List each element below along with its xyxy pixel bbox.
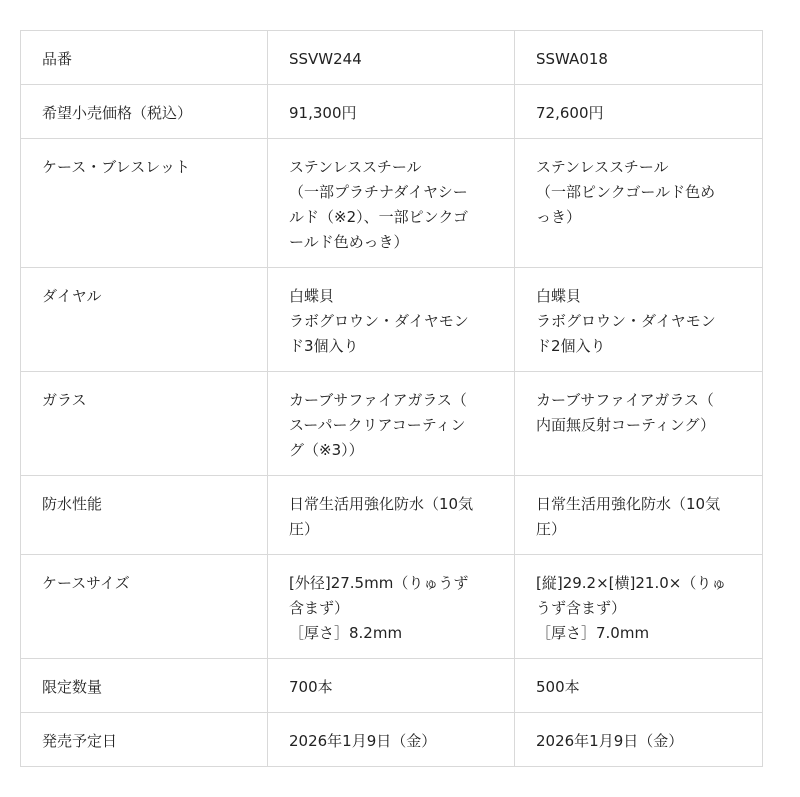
table-row	[21, 476, 763, 555]
model-a-cell: 2026年1月9日（金）	[268, 713, 515, 767]
model-a-cell: ステンレススチール （一部プラチナダイヤシー ルド（※2）、一部ピンクゴ ールド色めっき）	[268, 139, 515, 268]
row-label: ケース・ブレスレット	[21, 139, 268, 268]
model-a-cell: 日常生活用強化防水（10気 圧）	[268, 476, 515, 555]
table-row	[21, 268, 763, 372]
model-a-cell: 91,300円	[268, 85, 515, 139]
row-label: 防水性能	[21, 476, 268, 555]
table-row	[21, 555, 763, 659]
row-label: ダイヤル	[21, 268, 268, 372]
row-label: 限定数量	[21, 659, 268, 713]
spec-table	[20, 30, 763, 767]
model-b-cell: 2026年1月9日（金）	[515, 713, 763, 767]
model-b-cell: 白蝶貝 ラボグロウン・ダイヤモン ド2個入り	[515, 268, 763, 372]
row-label: ケースサイズ	[21, 555, 268, 659]
model-b-cell: 日常生活用強化防水（10気 圧）	[515, 476, 763, 555]
model-a-cell: 白蝶貝 ラボグロウン・ダイヤモン ド3個入り	[268, 268, 515, 372]
model-b-cell: SSWA018	[515, 31, 763, 85]
model-a-cell: SSVW244	[268, 31, 515, 85]
row-label: 品番	[21, 31, 268, 85]
model-b-cell: カーブサファイアガラス（ 内面無反射コーティング）	[515, 372, 763, 476]
table-row	[21, 713, 763, 767]
table-row	[21, 85, 763, 139]
model-b-cell: 500本	[515, 659, 763, 713]
table-row	[21, 139, 763, 268]
row-label: ガラス	[21, 372, 268, 476]
row-label: 発売予定日	[21, 713, 268, 767]
model-a-cell: [外径]27.5mm（りゅうず 含まず） ［厚さ］8.2mm	[268, 555, 515, 659]
table-row	[21, 31, 763, 85]
model-a-cell: 700本	[268, 659, 515, 713]
model-b-cell: ステンレススチール （一部ピンクゴールド色め っき）	[515, 139, 763, 268]
model-b-cell: 72,600円	[515, 85, 763, 139]
table-row	[21, 372, 763, 476]
row-label: 希望小売価格（税込）	[21, 85, 268, 139]
table-row	[21, 659, 763, 713]
model-b-cell: [縦]29.2×[横]21.0×（りゅ うず含まず） ［厚さ］7.0mm	[515, 555, 763, 659]
model-a-cell: カーブサファイアガラス（ スーパークリアコーティン グ（※3））	[268, 372, 515, 476]
